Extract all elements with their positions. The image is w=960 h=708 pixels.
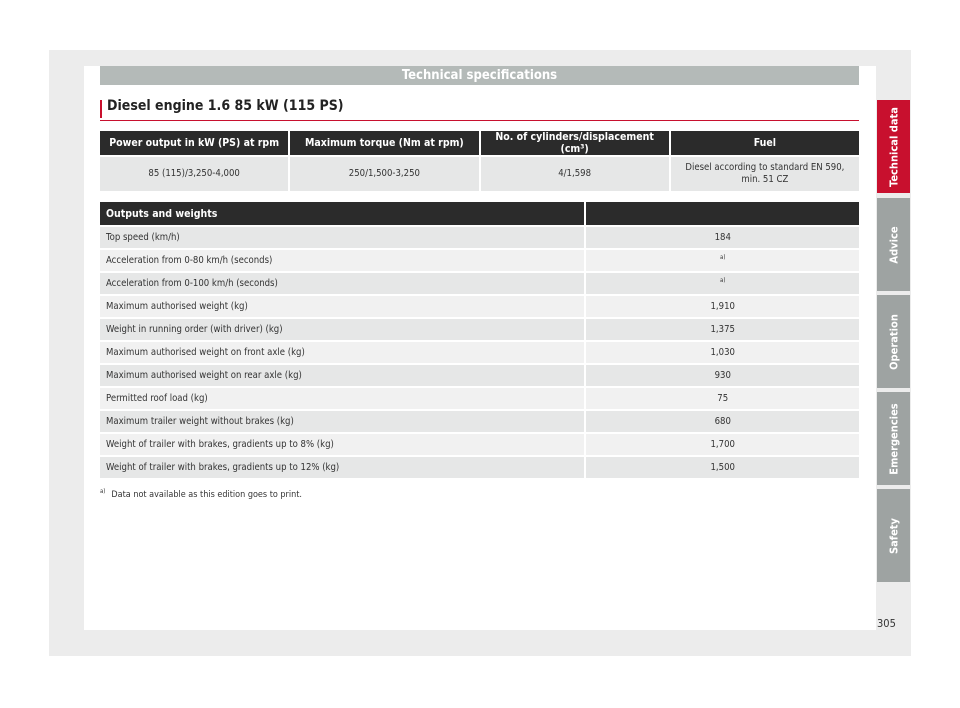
outputs-header: Outputs and weights — [100, 202, 584, 225]
chapter-banner: Technical specifications — [100, 66, 859, 85]
row-value: 1,700 — [586, 434, 859, 455]
row-label: Weight in running order (with driver) (kg) — [100, 319, 584, 340]
row-value: 680 — [586, 411, 859, 432]
table-row — [100, 273, 859, 294]
header-power: Power output in kW (PS) at rpm — [100, 131, 288, 155]
tab-operation[interactable]: Operation — [877, 295, 910, 388]
row-value — [586, 273, 859, 294]
row-value: 930 — [586, 365, 859, 386]
table-row — [100, 411, 859, 432]
cell-fuel: Diesel according to standard EN 590, min. 51 CZ — [671, 157, 859, 191]
header-fuel: Fuel — [671, 131, 859, 155]
header-cylinders: No. of cylinders/displacement (cm³) — [481, 131, 669, 155]
row-label: Acceleration from 0-100 km/h (seconds) — [100, 273, 584, 294]
table-row — [100, 457, 859, 478]
table-row — [100, 434, 859, 455]
row-label: Top speed (km/h) — [100, 227, 584, 248]
table-row — [100, 365, 859, 386]
row-value: 184 — [586, 227, 859, 248]
row-label: Weight of trailer with brakes, gradients up to 12% (kg) — [100, 457, 584, 478]
cell-torque: 250/1,500-3,250 — [290, 157, 478, 191]
outputs-header-row — [100, 202, 859, 225]
header-torque: Maximum torque (Nm at rpm) — [290, 131, 478, 155]
engine-spec-row — [100, 157, 859, 191]
row-value: 1,500 — [586, 457, 859, 478]
outputs-weights-table — [98, 200, 861, 480]
table-row — [100, 319, 859, 340]
row-label: Maximum trailer weight without brakes (kg) — [100, 411, 584, 432]
page-number: 305 — [877, 617, 896, 630]
tab-technical-data[interactable]: Technical data — [877, 100, 910, 193]
table-row — [100, 250, 859, 271]
row-label: Maximum authorised weight (kg) — [100, 296, 584, 317]
section-title: Diesel engine 1.6 85 kW (115 PS) — [107, 98, 344, 114]
table-row — [100, 227, 859, 248]
footnote — [100, 488, 302, 500]
row-value — [586, 250, 859, 271]
tab-safety[interactable]: Safety — [877, 489, 910, 582]
table-row — [100, 342, 859, 363]
engine-spec-header-row — [100, 131, 859, 155]
title-accent-bar — [100, 100, 102, 118]
row-label: Acceleration from 0-80 km/h (seconds) — [100, 250, 584, 271]
outputs-header-blank — [586, 202, 859, 225]
row-value: 1,375 — [586, 319, 859, 340]
cell-power: 85 (115)/3,250-4,000 — [100, 157, 288, 191]
row-value: 1,030 — [586, 342, 859, 363]
footnote-ref: a) — [720, 277, 726, 285]
row-label: Permitted roof load (kg) — [100, 388, 584, 409]
row-label: Weight of trailer with brakes, gradients up to 8% (kg) — [100, 434, 584, 455]
engine-spec-table — [98, 129, 861, 193]
title-rule — [100, 120, 859, 121]
footnote-ref: a) — [720, 254, 726, 262]
tab-emergencies[interactable]: Emergencies — [877, 392, 910, 485]
tab-advice[interactable]: Advice — [877, 198, 910, 291]
row-value: 75 — [586, 388, 859, 409]
row-label: Maximum authorised weight on rear axle (kg) — [100, 365, 584, 386]
cell-cylinders: 4/1,598 — [481, 157, 669, 191]
footnote-mark: a) — [100, 488, 106, 495]
table-row — [100, 296, 859, 317]
table-row — [100, 388, 859, 409]
footnote-text: Data not available as this edition goes to print. — [111, 490, 302, 500]
row-label: Maximum authorised weight on front axle (kg) — [100, 342, 584, 363]
row-value: 1,910 — [586, 296, 859, 317]
